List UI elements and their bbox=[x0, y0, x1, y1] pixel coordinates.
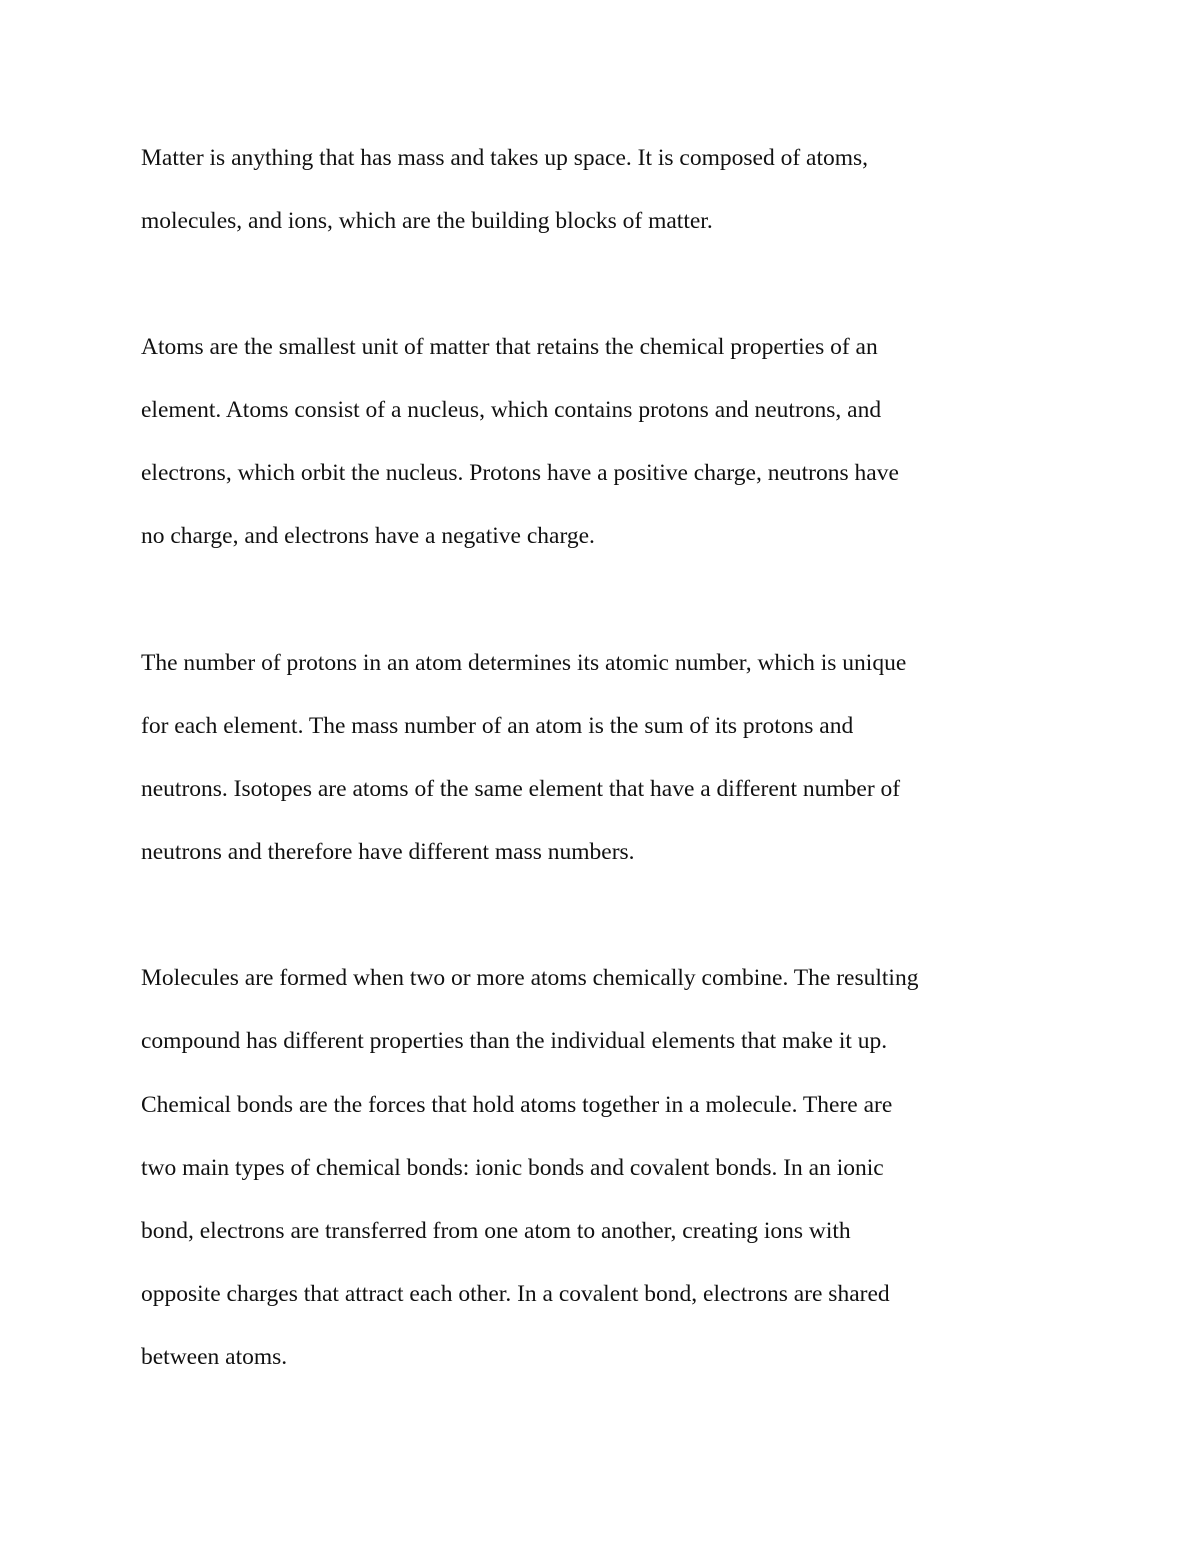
paragraph-2-line-4: no charge, and electrons have a negative charge. bbox=[141, 523, 595, 549]
paragraph-4-line-1: Molecules are formed when two or more atoms chemically combine. The resulting bbox=[141, 965, 919, 991]
paragraph-2-line-2: element. Atoms consist of a nucleus, which contains protons and neutrons, and bbox=[141, 397, 882, 423]
paragraph-4-line-3: Chemical bonds are the forces that hold atoms together in a molecule. There are bbox=[141, 1092, 893, 1118]
paragraph-1-line-1: Matter is anything that has mass and takes up space. It is composed of atoms, bbox=[141, 145, 869, 171]
paragraph-3-line-1: The number of protons in an atom determines its atomic number, which is unique bbox=[141, 650, 907, 676]
paragraph-4-line-5: bond, electrons are transferred from one atom to another, creating ions with bbox=[141, 1218, 851, 1244]
paragraph-4-line-2: compound has different properties than the individual elements that make it up. bbox=[141, 1028, 888, 1054]
paragraph-4-line-7: between atoms. bbox=[141, 1344, 288, 1370]
paragraph-4-line-6: opposite charges that attract each other. In a covalent bond, electrons are shared bbox=[141, 1281, 890, 1307]
paragraph-3-line-3: neutrons. Isotopes are atoms of the same element that have a different number of bbox=[141, 776, 901, 802]
paragraph-2-line-1: Atoms are the smallest unit of matter that retains the chemical properties of an bbox=[141, 334, 878, 360]
paragraph-3-line-2: for each element. The mass number of an atom is the sum of its protons and bbox=[141, 713, 854, 739]
paragraph-1-line-2: molecules, and ions, which are the building blocks of matter. bbox=[141, 208, 713, 234]
paragraph-4-line-4: two main types of chemical bonds: ionic bonds and covalent bonds. In an ionic bbox=[141, 1155, 884, 1181]
paragraph-3-line-4: neutrons and therefore have different mass numbers. bbox=[141, 839, 635, 865]
paragraph-2-line-3: electrons, which orbit the nucleus. Protons have a positive charge, neutrons have bbox=[141, 460, 899, 486]
